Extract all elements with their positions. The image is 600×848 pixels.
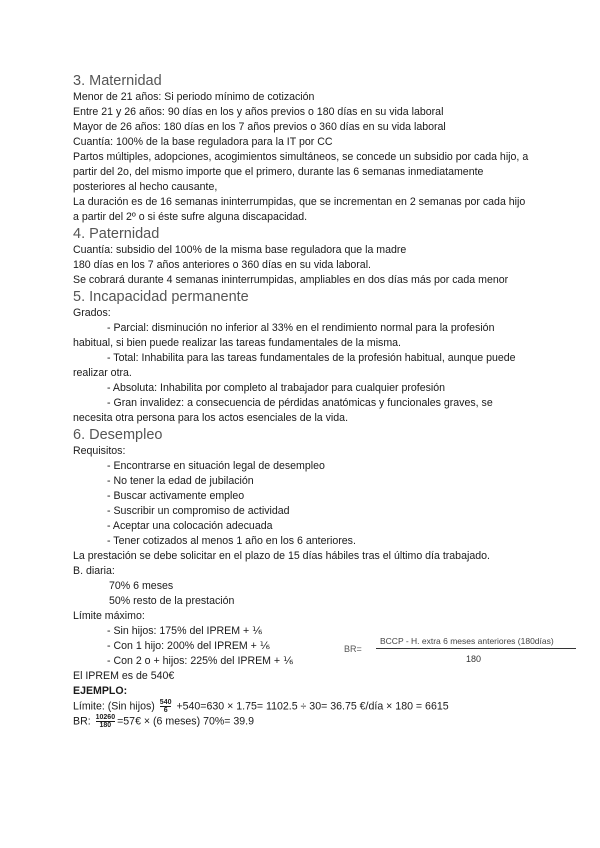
fraction xyxy=(160,699,172,714)
fraction xyxy=(96,714,115,729)
requisito-item: - Tener cotizados al menos 1 año en los 6 anteriores. xyxy=(107,535,356,547)
ejemplo-br xyxy=(73,714,533,729)
grado-item xyxy=(73,351,533,381)
document-page xyxy=(73,72,533,730)
formula-numerator: BCCP - H. extra 6 meses anteriores (180días) xyxy=(380,636,554,646)
bdiaria-label: B. diaria: xyxy=(73,565,115,577)
requisitos-label: Requisitos: xyxy=(73,445,126,457)
fraction-numerator: 540 xyxy=(159,699,172,706)
br-formula xyxy=(344,636,594,670)
grado-text: - Parcial: disminución no inferior al 33% en el rendimiento normal para la profesión habitual, si bien puede realizar las tareas fundamentales de la misma. xyxy=(73,322,495,349)
fraction-denominator: 180 xyxy=(99,722,112,730)
ejemplo-label: EJEMPLO: xyxy=(73,685,128,697)
fraction-numerator: 10260 xyxy=(95,714,116,722)
grado-item xyxy=(73,381,533,396)
bdiaria-item: 50% resto de la prestación xyxy=(109,595,235,607)
paternidad-line: 180 días en los 7 años anteriores o 360 días en su vida laboral. xyxy=(73,259,372,271)
section-title-paternidad: 4. Paternidad xyxy=(73,226,160,242)
section-title-maternidad: 3. Maternidad xyxy=(73,73,162,89)
maternidad-line: Entre 21 y 26 años: 90 días en los y años previos o 180 días en su vida laboral xyxy=(73,106,444,118)
grado-text: - Gran invalidez: a consecuencia de pérdidas anatómicas y funcionales graves, se necesita otra persona para los actos esenciales de la vida. xyxy=(73,397,493,424)
formula-denominator: 180 xyxy=(466,654,482,664)
requisito-item: - Suscribir un compromiso de actividad xyxy=(107,505,290,517)
maternidad-line: Cuantía: 100% de la base reguladora para la IT por CC xyxy=(73,136,333,148)
ejemplo-br-rest: =57€ × (6 meses) 70%= 39.9 xyxy=(117,715,255,728)
maternidad-line: Menor de 21 años: Si periodo mínimo de cotización xyxy=(73,91,315,103)
bdiaria-item: 70% 6 meses xyxy=(109,580,174,592)
requisito-item: - Aceptar una colocación adecuada xyxy=(107,520,273,532)
plazo-text: La prestación se debe solicitar en el plazo de 15 días hábiles tras el último día trabajado. xyxy=(73,550,490,562)
limite-label: Límite máximo: xyxy=(73,610,145,622)
requisito-item: - Buscar activamente empleo xyxy=(107,490,245,502)
requisito-item: - No tener la edad de jubilación xyxy=(107,475,254,487)
limite-item: - Sin hijos: 175% del IPREM + ⅙ xyxy=(107,625,263,637)
grado-item xyxy=(73,321,533,351)
ejemplo-limite-prefix: Límite: (Sin hijos) xyxy=(73,700,155,713)
fraction-denominator: 6 xyxy=(163,707,168,714)
grados-label: Grados: xyxy=(73,307,111,319)
section-title-desempleo: 6. Desempleo xyxy=(73,427,163,443)
ejemplo-br-prefix: BR: xyxy=(73,715,91,728)
limite-item: - Con 1 hijo: 200% del IPREM + ⅙ xyxy=(107,640,271,652)
maternidad-line: Mayor de 26 años: 180 días en los 7 años previos o 360 días en su vida laboral xyxy=(73,121,446,133)
paternidad-line: Se cobrará durante 4 semanas ininterrumpidas, ampliables en dos días más por cada menor xyxy=(73,274,509,286)
grado-text: - Absoluta: Inhabilita por completo al trabajador para cualquier profesión xyxy=(107,382,446,394)
maternidad-line: Partos múltiples, adopciones, acogimientos simultáneos, se concede un subsidio por cada hijo, a partir del 2o, del mismo importe que el primero, durante las 6 semanas inmediatamente posteriores al hecho causante, xyxy=(73,151,529,193)
ejemplo-limite-rest: +540=630 × 1.75= 1102.5 ÷ 30= 36.75 €/día × 180 = 6615 xyxy=(176,700,449,713)
paternidad-line: Cuantía: subsidio del 100% de la misma base reguladora que la madre xyxy=(73,244,407,256)
ejemplo-limite xyxy=(73,699,533,714)
grado-text: - Total: Inhabilita para las tareas fundamentales de la profesión habitual, aunque puede realizar otra. xyxy=(73,352,516,379)
formula-label: BR= xyxy=(344,644,362,654)
section-title-incapacidad: 5. Incapacidad permanente xyxy=(73,289,249,305)
requisito-item: - Encontrarse en situación legal de desempleo xyxy=(107,460,325,472)
grado-item xyxy=(73,396,533,426)
limite-item: - Con 2 o + hijos: 225% del IPREM + ⅙ xyxy=(107,655,294,667)
iprem-text: El IPREM es de 540€ xyxy=(73,670,175,682)
fraction-bar xyxy=(376,648,576,649)
maternidad-line: La duración es de 16 semanas ininterrumpidas, que se incrementan en 2 semanas por cada hijo a partir del 2º o si éste sufre alguna discapacidad. xyxy=(73,196,526,223)
